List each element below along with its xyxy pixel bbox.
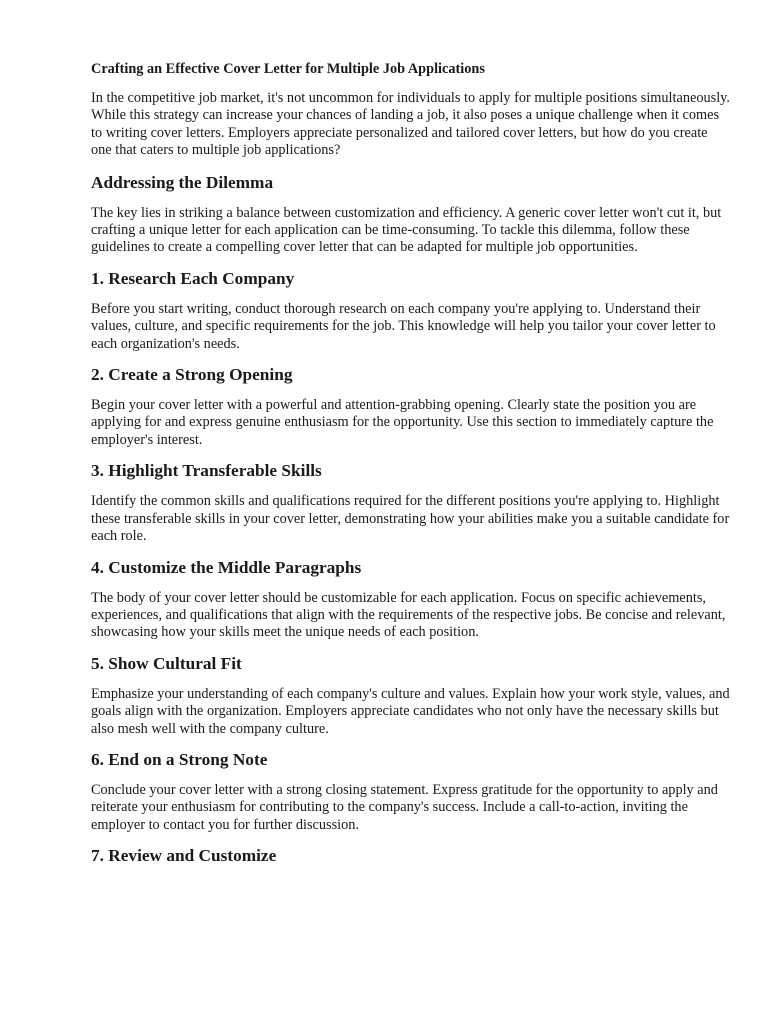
section-paragraph: The body of your cover letter should be customizable for each application. Focus on specific achievements, experiences, and qualifications that align with the requirements of the respective jobs. Be concise and relevant, showcasing how your skills meet the unique needs of each position. [91,589,726,641]
section-research-company [91,268,731,353]
section-transferable-skills [91,460,731,545]
section-heading: Addressing the Dilemma [91,172,274,192]
section-heading: 7. Review and Customize [91,846,277,866]
section-middle-paragraphs [91,557,731,642]
section-paragraph: The key lies in striking a balance between customization and efficiency. A generic cover letter won't cut it, but crafting a unique letter for each application can be time-consuming. To tackle this dilemma, follow these guidelines to create a compelling cover letter that can be adapted for multiple job opportunities. [91,204,722,256]
section-paragraph: Before you start writing, conduct thorough research on each company you're applying to. Understand their values, culture, and specific requirements for the job. This knowledge will help you tailor your cover letter to each organization's needs. [91,300,716,352]
intro-paragraph: In the competitive job market, it's not uncommon for individuals to apply for multiple positions simultaneously. While this strategy can increase your chances of landing a job, it also poses a unique challenge when it comes to writing cover letters. Employers appreciate personalized and tailored cover letters, but how do you create one that caters to multiple job applications? [91,90,730,159]
section-paragraph: Conclude your cover letter with a strong closing statement. Express gratitude for the opportunity to apply and reiterate your enthusiasm for contributing to the company's success. Include a call-to-action, inviting the employer to contact you for further discussion. [91,781,718,833]
document-body [91,60,731,878]
section-strong-opening [91,364,731,449]
section-addressing-dilemma [91,172,731,257]
section-heading: 2. Create a Strong Opening [91,365,293,385]
section-strong-note [91,749,731,834]
section-cultural-fit [91,653,731,738]
section-paragraph: Emphasize your understanding of each company's culture and values. Explain how your work style, values, and goals align with the organization. Employers appreciate candidates who not only have the necessary skills but also mesh well with the company culture. [91,685,730,737]
section-heading: 6. End on a Strong Note [91,749,268,769]
section-heading: 4. Customize the Middle Paragraphs [91,557,362,577]
document-title: Crafting an Effective Cover Letter for Multiple Job Applications [91,61,485,77]
section-heading: 3. Highlight Transferable Skills [91,461,322,481]
section-review-customize [91,845,731,867]
section-heading: 1. Research Each Company [91,268,295,288]
section-paragraph: Identify the common skills and qualifications required for the different positions you're applying to. Highlight these transferable skills in your cover letter, demonstrating how your abilities make you a suitable candidate for each role. [91,493,730,545]
section-paragraph: Begin your cover letter with a powerful and attention-grabbing opening. Clearly state the position you are applying for and express genuine enthusiasm for the opportunity. Use this section to immediately capture the employer's interest. [91,397,714,448]
section-heading: 5. Show Cultural Fit [91,653,242,673]
